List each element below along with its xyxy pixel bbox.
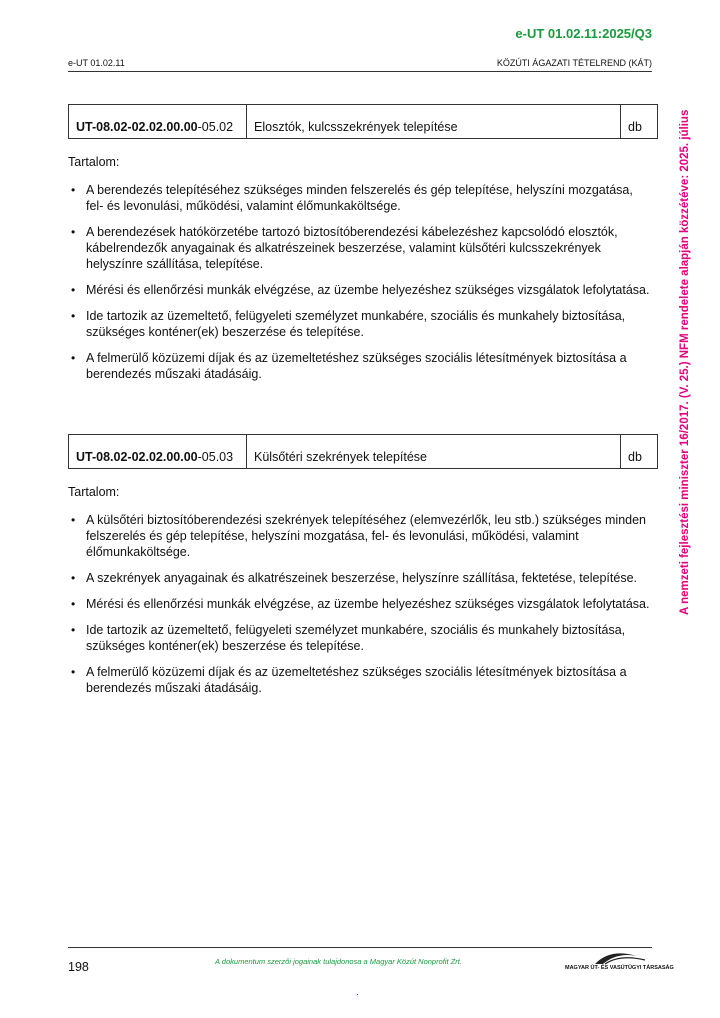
item-code: UT-08.02-02.02.00.00-05.02 — [69, 105, 247, 139]
bullet-icon: • — [71, 183, 76, 197]
bullet-icon: • — [71, 571, 76, 585]
list-item: • A felmerülő közüzemi díjak és az üzemeltetéshez szükséges szociális létesítmények biztosítása a berendezés műszaki átadásáig. — [71, 665, 627, 695]
item-content-2 — [68, 484, 653, 706]
list-item: • Mérési és ellenőrzési munkák elvégzése, az üzembe helyezéshez szükséges vizsgálatok lefolytatása. — [71, 597, 650, 611]
dot-mark — [357, 994, 358, 995]
document-code: e-UT 01.02.11:2025/Q3 — [515, 26, 652, 41]
item-content-1 — [68, 154, 653, 392]
list-item: • A felmerülő közüzemi díjak és az üzemeltetéshez szükséges szociális létesítmények biztosítása a berendezés műszaki átadásáig. — [71, 351, 627, 381]
list-item: • Ide tartozik az üzemeltető, felügyeleti személyzet munkabére, szociális és munkahely biztosítása, szükséges konténer(ek) beszerzése és telepítése. — [71, 623, 626, 653]
bullet-icon: • — [71, 351, 76, 365]
header-divider — [68, 71, 652, 72]
bullet-icon: • — [71, 309, 76, 323]
list-item: • A berendezések hatókörzetébe tartozó biztosítóberendezési kábelezéshez kapcsolódó elosztók, kábelrendezők anyagainak és alkatrészeinek beszerzése, valamint külsőtéri kulcsszekrények helyszínre szállítása, telepítése. — [71, 225, 618, 271]
header-left: e-UT 01.02.11 — [68, 58, 125, 68]
item-code: UT-08.02-02.02.00.00-05.03 — [69, 435, 247, 469]
logo-text: MAGYAR ÚT- ÉS VASÚTÜGYI TÁRSASÁG — [565, 965, 674, 971]
content-list — [68, 182, 653, 382]
copyright-notice: A dokumentum szerzői jogainak tulajdonosa a Magyar Közút Nonprofit Zrt. — [215, 957, 462, 966]
list-item: • Mérési és ellenőrzési munkák elvégzése, az üzembe helyezéshez szükséges vizsgálatok lefolytatása. — [71, 283, 650, 297]
company-logo — [565, 950, 674, 974]
header-right: KÖZÚTI ÁGAZATI TÉTELREND (KÁT) — [496, 58, 652, 68]
bullet-icon: • — [71, 623, 76, 637]
item-title: Elosztók, kulcsszekrények telepítése — [247, 105, 621, 139]
content-label: Tartalom: — [68, 485, 120, 499]
side-publication-note: A nemzeti fejlesztési miniszter 16/2017. (V. 25.) NFM rendelete alapján közzétéve: 2025. július — [679, 109, 691, 615]
bullet-icon: • — [71, 597, 76, 611]
list-item: • A külsőtéri biztosítóberendezési szekrények telepítéséhez (elemvezérlők, leu stb.) szükséges minden felszerelés és gép telepítése, helyszíni mozgatása, fel- és levonulási, működési, valamint élőmunkaköltsége. — [71, 513, 647, 559]
list-item: • A berendezés telepítéséhez szükséges minden felszerelés és gép telepítése, helyszíni mozgatása, fel- és levonulási, működési, valamint élőmunkaköltsége. — [71, 183, 633, 213]
list-item: • Ide tartozik az üzemeltető, felügyeleti személyzet munkabére, szociális és munkahely biztosítása, szükséges konténer(ek) beszerzése és telepítése. — [71, 309, 626, 339]
item-code-table-1 — [68, 104, 658, 139]
item-unit: db — [621, 105, 658, 139]
page-number: 198 — [68, 960, 89, 974]
item-title: Külsőtéri szekrények telepítése — [247, 435, 621, 469]
content-label: Tartalom: — [68, 155, 120, 169]
footer-divider — [68, 947, 652, 948]
list-item: • A szekrények anyagainak és alkatrészeinek beszerzése, helyszínre szállítása, fektetése, telepítése. — [71, 571, 637, 585]
bullet-icon: • — [71, 283, 76, 297]
logo-swoosh-icon — [565, 950, 655, 966]
bullet-icon: • — [71, 225, 76, 239]
item-code-table-2 — [68, 434, 658, 469]
content-list — [68, 512, 653, 696]
item-unit: db — [621, 435, 658, 469]
bullet-icon: • — [71, 513, 76, 527]
bullet-icon: • — [71, 665, 76, 679]
